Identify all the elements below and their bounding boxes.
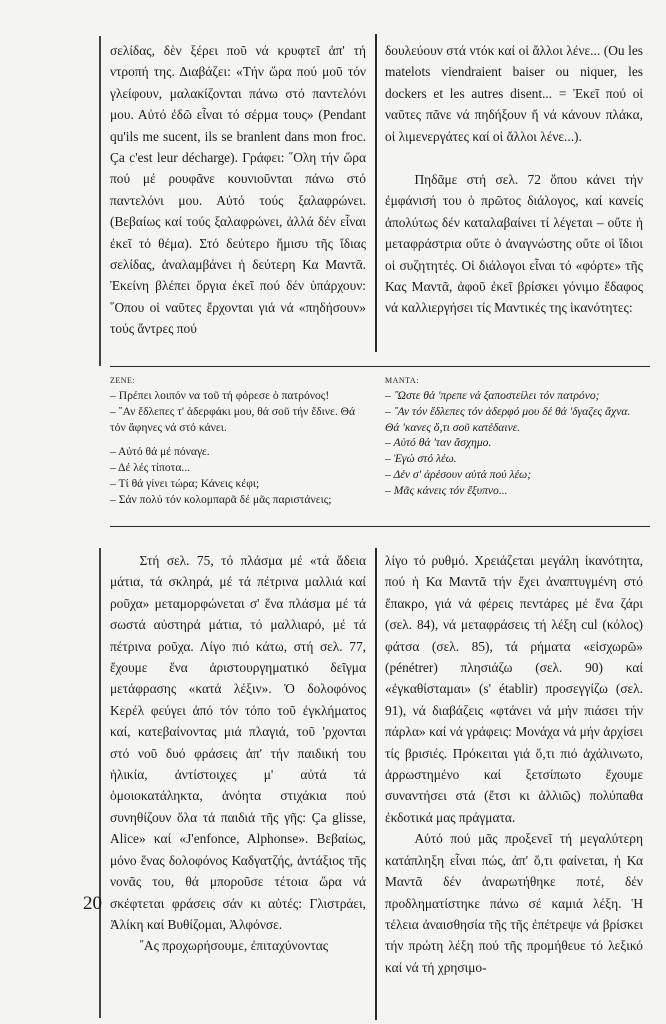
manta-line: – Αὐτό θά 'ταν ἄσχημο. bbox=[385, 436, 492, 450]
left-margin-rule-top bbox=[99, 36, 101, 366]
top-right-column bbox=[385, 40, 643, 319]
manta-line: – Δέν σ' ἀρέσουν αὐτά πού λέω; bbox=[385, 467, 532, 481]
bottom-left-paragraph-1: Στή σελ. 75, τό πλάσμα μέ «τά ἄδεια μάτια, τά σκληρά, μέ τά πέτρινα μαλλιά καί ροῦχα» μεταμορφώνεται σ' ἕνα πλάσμα μέ τά σωστά αὐστηρά μάτια, τό μαλλιαρό, μέ τά πέτρινα ροῦχα. Λίγο πιό κάτω, στή σελ. 77, ἔχουμε ἕνα ἀριστουργηματικό δεῖγμα μετάφρασης «κατά λέξιν». Ὁ δολοφόνος Κερέλ φεύγει ἀπό τόν τόπο τοῦ ἐγκλήματος καί, κατεβαίνοντας μιά πλαγιά, τοῦ 'ρχονται στό νοῦ δυό φράσεις ἀπ' τήν παιδική του ἡλικία, ἀντίστοιχες μ' αὐτά τά ὁμοιοκατάληκτα, ἀνόητα στιχάκια πού συνηθίζουν ὅλα τά παιδιά τῆς γῆς: Ça glisse, Alice» καί «J'enfonce, Alphonse». Βεβαίως, μόνο ἕνας δολοφόνος Καδγατζής, ἀντάξιος τῆς νονᾶς του, θά μποροῦσε τέτοια ὥρα νά σκέφτεται φράσεις σάν κι αὐτές: Γλιστράει, Ἀλίκη καί Βυθίζομαι, Ἀλφόνσε. bbox=[110, 553, 366, 932]
zene-line: – Τί θά γίνει τώρα; Κάνεις κέφι; bbox=[110, 476, 260, 490]
dialogue-bottom-rule bbox=[110, 526, 650, 527]
dialogue-top-rule bbox=[110, 366, 650, 367]
zene-line: – Πρέπει λοιπόν να τοῦ τή φόρεσε ὁ πατρόνος! bbox=[110, 389, 330, 402]
manta-line: – Ἐγώ στό λέω. bbox=[385, 452, 457, 466]
manta-line: – ῎Αν τόν ἔδλεπες τόν ἀδερφό μου δέ θά 'δγαζες ἄχνα. Θά 'κανες ὅ,τι σοῦ κατέδαινε. bbox=[385, 404, 631, 434]
zene-line: – ῎Αν ἔδλεπες τ' ἀδερφάκι μου, θά σοῦ τήν ἔδινε. Θά τόν ἄφηνες νά στό κάνει. bbox=[110, 404, 356, 434]
column-divider-top bbox=[375, 34, 377, 352]
zene-header: ZENE: bbox=[110, 376, 136, 385]
page-number: 20 bbox=[83, 893, 102, 914]
bottom-left-paragraph-2: ῎Ας προχωρήσουμε, ἐπιταχύνοντας bbox=[139, 938, 329, 954]
left-margin-rule-bottom bbox=[99, 548, 101, 1018]
zene-line: – Δέ λές τίποτα... bbox=[110, 461, 191, 475]
manta-line: – Μᾶς κάνεις τόν ἔξυπνο... bbox=[385, 483, 508, 497]
bottom-right-paragraph-2: Αὐτό πού μᾶς προξενεῖ τή μεγαλύτερη κατάπληξη εἶναι πώς, ἀπ' ὅ,τι φαίνεται, ἡ Κα Μαντᾶ δέν ἀναρωτήθηκε ποτέ, δέν προδληματίστηκε πάνω σέ καμιά λέξη. Ἡ τέλεια ἀναισθησία τῆς τῆς ἐπέτρεψε νά βρίσκει τήν πρώτη λέξη πού τῆς προμήθευε τό λεξικό καί νά τή χρησιμο- bbox=[385, 831, 643, 975]
column-divider-bottom bbox=[375, 548, 377, 1020]
zene-line: – Σάν πολύ τόν κολομπαρᾶ δέ μᾶς παριστάνεις; bbox=[110, 492, 332, 506]
bottom-right-column bbox=[385, 550, 643, 978]
bottom-left-column bbox=[110, 550, 366, 957]
top-right-paragraph-2: Πηδᾶμε στή σελ. 72 ὅπου κάνει τήν ἐμφάνισή του ὁ πρῶτος διάλογος, καί κανείς ἀπολύτως δέν καταλαβαίνει τί λέγεται – οὔτε ἡ μεταφράστρια οὔτε ὁ ἀναγνώστης οὔτε οἱ ἴδιοι οἱ συζητητές. Οἱ διάλογοι εἶναι τό «φόρτε» τῆς Κας Μαντᾶ, ἀφοῦ ἐκεῖ βρίσκει γόνιμο ἔδαφος νά καλλιεργήσει τίς Μαντικές της ἱκανότητες: bbox=[385, 172, 643, 316]
manta-header: ΜΑΝΤΑ: bbox=[385, 376, 419, 385]
manta-dialogue-block bbox=[385, 376, 643, 499]
zene-dialogue-block bbox=[110, 376, 366, 508]
top-left-paragraph: σελίδας, δὲν ξέρει ποῦ νά κρυφτεῖ ἀπ' τή ντροπή της. Διαβάζει: «Τήν ὥρα πού μοῦ τόν γλείφουν, μαλακίζονται πάνω στό παντελόνι μου. Αὐτό ἐδῶ εἶναι τό σέρμα τους» (Pendant qu'ils me sucent, ils se branlent dans mon froc. Ça c'est leur décharge). Γράφει: ῞Ολη τήν ὥρα πού μέ ρουφᾶνε κουνιοῦνται πάνω στό παντελόνι μου. Αὐτό τούς ξαλαφρώνει. (Βεβαίως καί τούς ξαλαφρώνει, ἀλλά δέν εἶναι ἐκεῖ τό θέμα). Στό δεύτερο ἥμισυ τῆς ἴδιας σελίδας, ἀναλαμβάνει ἡ δεύτερη Κα Μαντᾶ. Ἐκείνη βλέπει ὄργια ἐκεῖ πού δέν ὑπάρχουν: ῞Οπου οἱ ναῦτες ἔρχονται γιά νά «πηδήσουν» τούς ἄντρες πού bbox=[110, 43, 366, 337]
top-right-paragraph-1: δουλεύουν στά ντόκ καί οἱ ἄλλοι λένε... (Ou les matelots viendraient baiser ou niquer, les dockers et les autres disent... = Ἐκεῖ πού οἱ ναῦτες πᾶνε νά πηδήξουν ἤ νά κάνουν πλάκα, οἱ λιμενεργάτες καί οἱ ἄλλοι λένε...). bbox=[385, 43, 643, 144]
zene-line: – Αὐτό θά μέ πόναγε. bbox=[110, 445, 210, 459]
manta-line: – ῞Ωστε θά 'πρεπε νά ξαποστείλει τόν πατρόνο; bbox=[385, 389, 600, 402]
top-left-column bbox=[110, 40, 366, 340]
bottom-right-paragraph-1: λίγο τό ρυθμό. Χρειάζεται μεγάλη ἱκανότητα, πού ἡ Κα Μαντᾶ τήν ἔχει ἀναπτυγμένη στό ἔπακρο, γιά νά φέρεις πεντάρες μέ ἕνα ζάρι (σελ. 84), νά μεταφράσεις τή λέξη cul (κόλος) φάτσα (σελ. 85), τά ρήματα «εἰσχωρῶ» (pénétrer) πλησιάζω (σελ. 90) καί «ἐγκαθίσταμαι» (s' établir) προσεγγίζω (σελ. 91), νά διαβάζεις «φτάνει νά μήν πιάσει τήν πάρλα» καί νά γράφεις: Μονάχα νά μήν ἀρχίσει τίς βρισιές. Πρόκειται γιά ὅ,τι πιό ἀχάλινωτο, ἀρρωστημένο καί ξετσίπωτο ἔχουμε συναντήσει στά (ἔτσι κι ἀλλιῶς) πολύπαθα ἐκδοτικά μας πράγματα. bbox=[385, 553, 643, 825]
